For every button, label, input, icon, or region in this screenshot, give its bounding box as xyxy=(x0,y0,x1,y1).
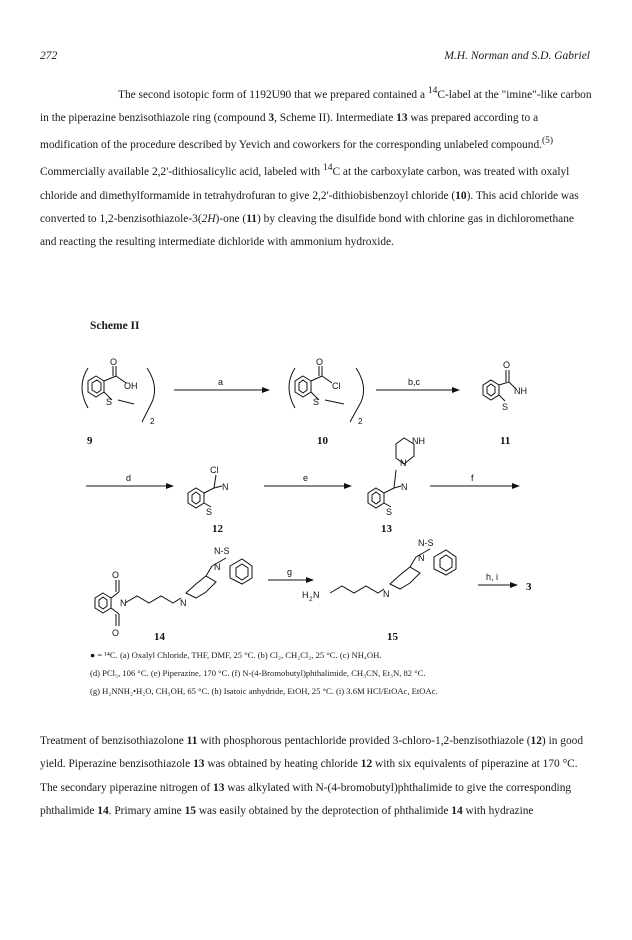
reaction-scheme xyxy=(0,340,632,645)
svg-text:N: N xyxy=(400,458,407,468)
svg-text:NH: NH xyxy=(412,436,425,446)
svg-text:N: N xyxy=(214,562,221,572)
scheme-note-2: (d) PCl₅, 106 °C. (e) Piperazine, 170 °C. (f) N-(4-Bromobutyl)phthalimide, CH₃CN, Et₃N, 82 °C. xyxy=(90,668,426,678)
svg-text:N-S: N-S xyxy=(214,546,230,556)
scheme-title: Scheme II xyxy=(90,320,140,332)
compound-12-structure xyxy=(188,475,222,508)
compound-10-label: 10 xyxy=(317,435,328,447)
svg-text:S: S xyxy=(386,507,393,517)
running-header-authors: M.H. Norman and S.D. Gabriel xyxy=(444,50,590,62)
compound-10-structure xyxy=(289,366,364,422)
svg-text:O: O xyxy=(110,357,118,367)
paragraph-treatment: Treatment of benzisothiazolone 11 with phosphorous pentachloride provided 3-chloro-1,2-benzisothiazole (12) in good yield. Piperazine benzisothiazole 13 was obtained by heating chloride 12 with six equivalents of piperazine at 170 °C. The secondary piperazine nitrogen of 13 was alkylated with N-(4-bromobutyl)phthalimide to give the corresponding phthalimide 14. Primary amine 15 was easily obtained by the deprotection of phthalimide 14 with hydrazine xyxy=(40,735,584,817)
compound-14-structure xyxy=(95,558,252,626)
scheme-note-3: (g) H₂NNH₂•H₂O, CH₃OH, 65 °C. (h) Isatoic anhydride, EtOH, 25 °C. (i) 3.6M HCl/EtOAc, EtOAc. xyxy=(90,686,438,696)
svg-text:N: N xyxy=(418,553,425,563)
svg-text:O: O xyxy=(316,357,324,367)
arrow-label-a: a xyxy=(218,377,224,387)
arrow-label-g: g xyxy=(287,567,293,577)
svg-text:S: S xyxy=(313,397,320,407)
arrow-label-f: f xyxy=(471,473,474,483)
compound-13-label: 13 xyxy=(381,523,392,535)
svg-text:2: 2 xyxy=(309,596,313,603)
svg-text:N: N xyxy=(383,589,390,599)
compound-9-label: 9 xyxy=(87,435,93,447)
compound-11-label: 11 xyxy=(500,435,511,447)
svg-text:N: N xyxy=(313,590,320,600)
arrow-label-hi: h, i xyxy=(486,572,499,582)
svg-text:N: N xyxy=(120,598,127,608)
svg-text:O: O xyxy=(112,628,120,638)
svg-text:S: S xyxy=(206,507,213,517)
page-number: 272 xyxy=(40,50,58,62)
svg-text:O: O xyxy=(503,360,511,370)
compound-3-label: 3 xyxy=(526,581,532,593)
svg-text:S: S xyxy=(502,402,509,412)
svg-text:Cl: Cl xyxy=(332,381,341,391)
svg-text:N: N xyxy=(222,482,229,492)
compound-12-label: 12 xyxy=(212,523,223,535)
compound-9-structure xyxy=(82,366,155,422)
svg-text:2: 2 xyxy=(150,417,155,426)
svg-text:2: 2 xyxy=(358,417,363,426)
svg-text:Cl: Cl xyxy=(210,465,219,475)
svg-text:N: N xyxy=(180,598,187,608)
compound-13-structure xyxy=(368,438,414,508)
svg-text:NH: NH xyxy=(514,386,527,396)
svg-text:N-S: N-S xyxy=(418,538,434,548)
svg-text:S: S xyxy=(106,397,113,407)
svg-text:N: N xyxy=(401,482,408,492)
arrow-label-e: e xyxy=(303,473,309,483)
compound-11-structure xyxy=(483,370,515,401)
compound-15-label: 15 xyxy=(387,631,398,643)
arrow-label-d: d xyxy=(126,473,132,483)
svg-text:O: O xyxy=(112,570,120,580)
svg-text:H: H xyxy=(302,590,309,600)
label-dot-icon: ● xyxy=(90,650,96,660)
paragraph-intro: The second isotopic form of 1192U90 that we prepared contained a $^{14}$C-label at the "imine"-like carbon in the piperazine benzisothiazole ring (compound 3, Scheme II). Intermediate 13 was prepared according to a modification of the procedure described by Yevich and coworkers for the corresponding unlabeled compound.$^{(5)}$ Commercially available 2,2'-dithiosalicylic acid, labeled with $^{14}$C at the carboxylate carbon, was treated with oxalyl chloride and dimethylformamide in tetrahydrofuran to give 2,2'-dithiobisbenzoyl chloride (10). This acid chloride was converted to 1,2-benzisothiazole-3(2H)-one (11) by cleaving the disulfide bond with chlorine gas in dichloromethane and reacting the resulting intermediate dichloride with ammonium hydroxide. xyxy=(40,86,592,249)
compound-14-label: 14 xyxy=(154,631,165,643)
svg-text:OH: OH xyxy=(124,381,138,391)
compound-15-structure xyxy=(330,549,456,593)
arrow-label-bc: b,c xyxy=(408,377,421,387)
scheme-note-1: ● = ¹⁴C. (a) Oxalyl Chloride, THF, DMF, 25 °C. (b) Cl₂, CH₂Cl₂, 25 °C. (c) NH₄OH. xyxy=(90,650,382,660)
